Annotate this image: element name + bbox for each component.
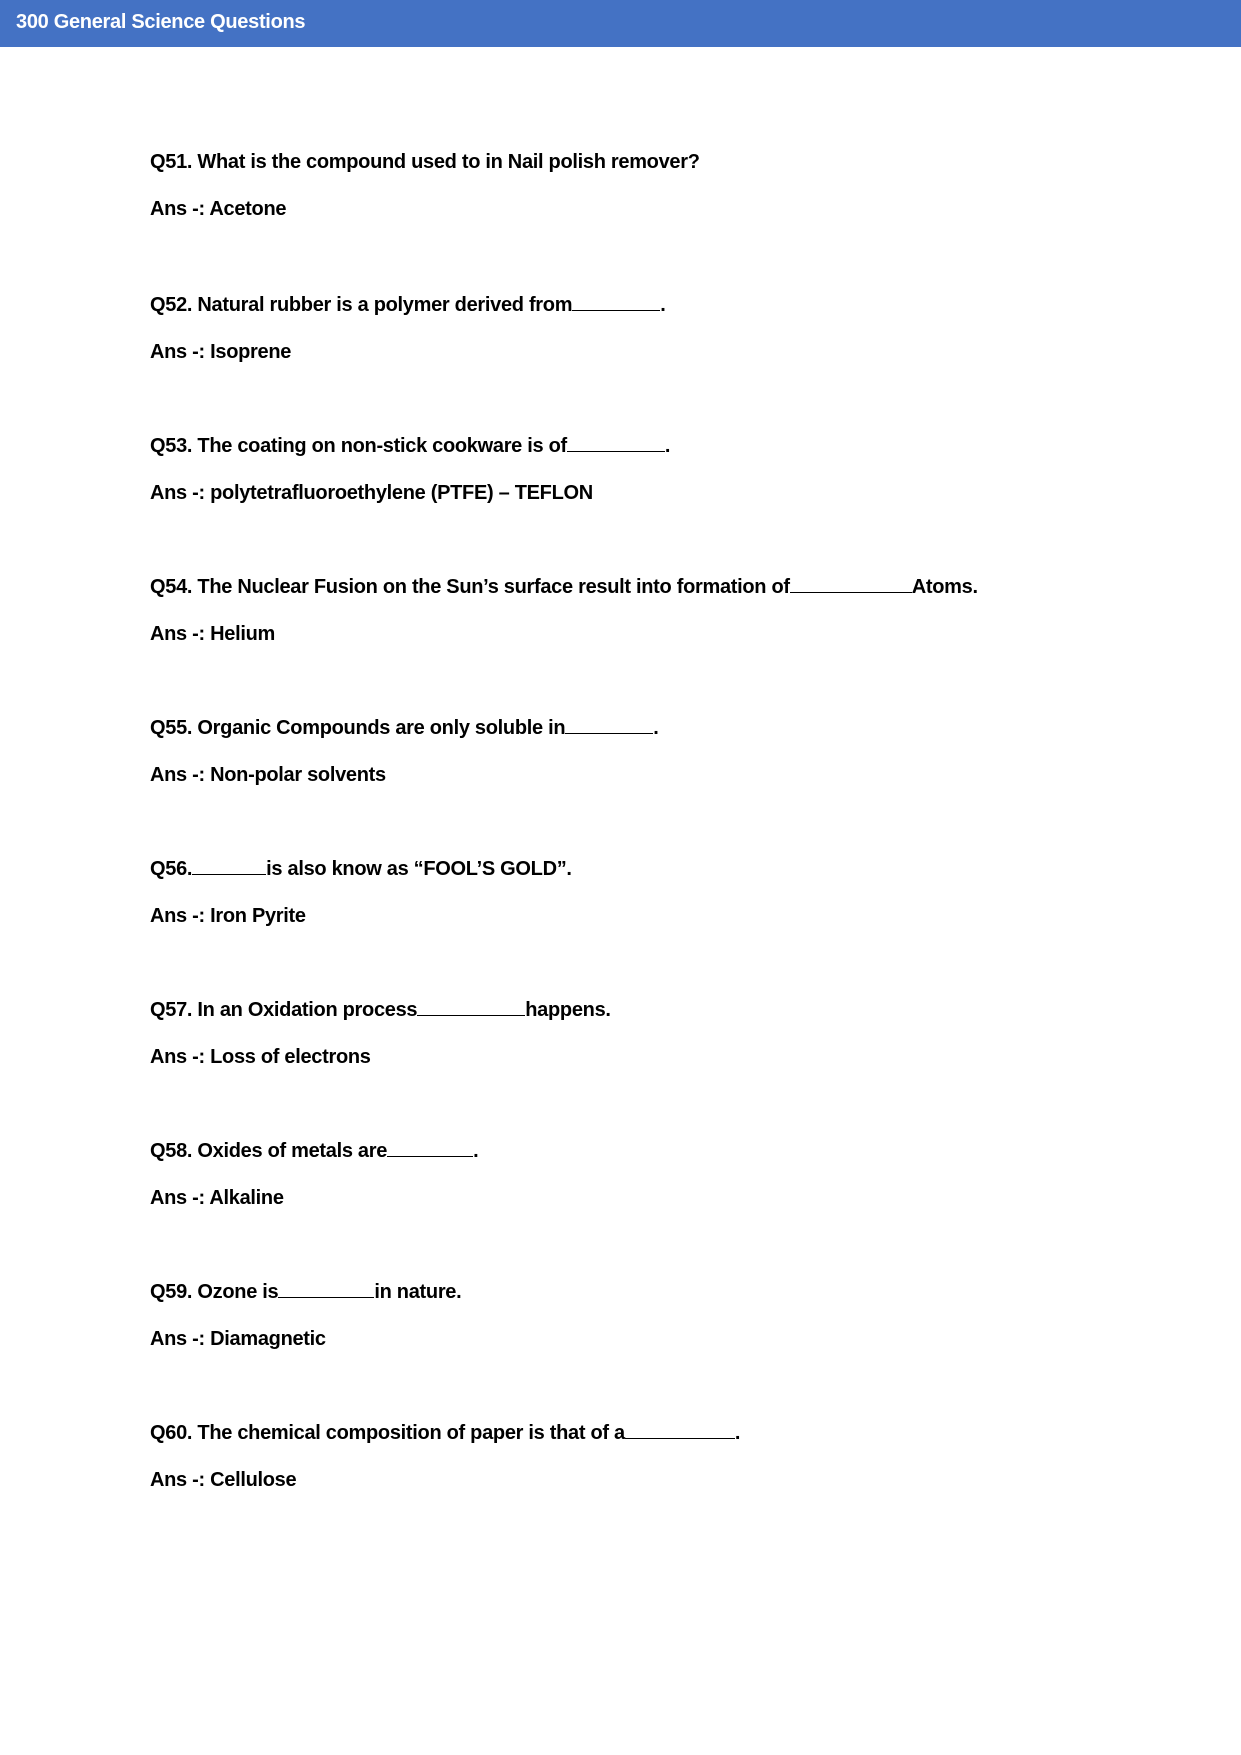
answer: Ans -: Cellulose (150, 1469, 297, 1491)
qa-item (150, 151, 1150, 221)
qa-item (150, 856, 1150, 928)
question-text-after: is also know as “FOOL’S GOLD”. (266, 858, 572, 880)
question-text: Q56. (150, 858, 193, 880)
answer-blank (387, 1138, 473, 1157)
question-text: Q53. The coating on non-stick cookware is of (150, 435, 567, 457)
answer: Ans -: Iron Pyrite (150, 905, 306, 927)
answer: Ans -: polytetrafluoroethylene (PTFE) – TEFLON (150, 482, 593, 504)
answer: Ans -: Helium (150, 623, 275, 645)
qa-item (150, 1279, 1150, 1351)
question (150, 292, 1150, 317)
question (150, 1138, 1150, 1163)
answer-blank (625, 1420, 735, 1439)
qa-item (150, 433, 1150, 505)
answer-blank (417, 997, 525, 1016)
answer: Ans -: Loss of electrons (150, 1046, 371, 1068)
question-text-after: happens. (525, 999, 611, 1021)
answer-blank (192, 856, 266, 875)
question (150, 433, 1150, 458)
question-text: Q52. Natural rubber is a polymer derived from (150, 294, 573, 316)
question (150, 1420, 1150, 1445)
page-header (0, 0, 1241, 47)
question-text: Q60. The chemical composition of paper is that of a (150, 1422, 625, 1444)
answer-blank (567, 433, 665, 452)
question-text-after: . (664, 435, 671, 457)
answer: Ans -: Diamagnetic (150, 1328, 326, 1350)
answer: Ans -: Acetone (150, 198, 287, 220)
answer: Ans -: Alkaline (150, 1187, 284, 1209)
question-text-after: . (653, 717, 659, 739)
question-text: Q58. Oxides of metals are (150, 1140, 388, 1162)
question (150, 574, 1150, 599)
question (150, 1279, 1150, 1304)
answer-blank (572, 292, 660, 311)
header-title: 300 General Science Questions (16, 11, 306, 33)
question-text-after: in nature. (374, 1281, 462, 1303)
answer: Ans -: Isoprene (150, 341, 292, 363)
question-text-after: Atoms. (911, 576, 978, 598)
question (150, 997, 1150, 1022)
question-text: Q59. Ozone is (150, 1281, 279, 1303)
qa-item (150, 1138, 1150, 1210)
question (150, 856, 1150, 881)
qa-item (150, 997, 1150, 1069)
question-text-after: . (734, 1422, 741, 1444)
qa-item (150, 1420, 1150, 1492)
answer-blank (278, 1279, 374, 1298)
question-text: Q57. In an Oxidation process (150, 999, 418, 1021)
answer-blank (790, 574, 912, 593)
question (150, 151, 1150, 174)
question-text: Q55. Organic Compounds are only soluble in (150, 717, 566, 739)
qa-item (150, 715, 1150, 787)
question-text: Q51. What is the compound used to in Nail polish remover? (150, 151, 700, 173)
question (150, 715, 1150, 740)
answer: Ans -: Non-polar solvents (150, 764, 386, 786)
answer-blank (565, 715, 653, 734)
qa-item (150, 574, 1150, 646)
qa-item (150, 292, 1150, 364)
question-text-after: . (473, 1140, 479, 1162)
question-text: Q54. The Nuclear Fusion on the Sun’s surface result into formation of (150, 576, 790, 598)
question-text-after: . (660, 294, 666, 316)
